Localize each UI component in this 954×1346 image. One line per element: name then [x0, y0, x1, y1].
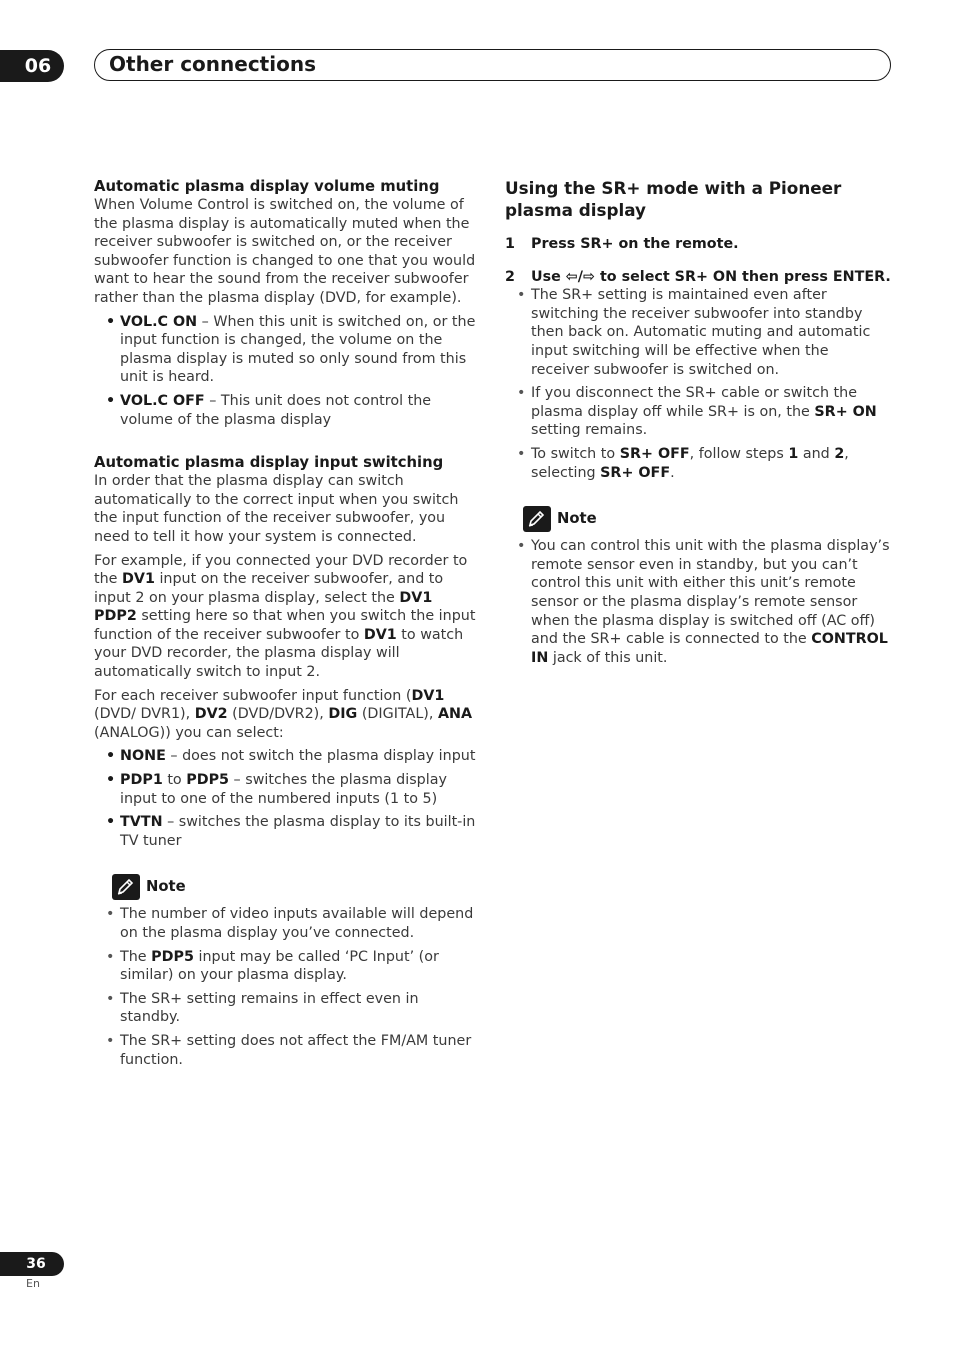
note-list: [517, 537, 891, 667]
note-header: [523, 506, 891, 532]
sr-mode-heading: Using the SR+ mode with a Pioneer plasma display: [505, 178, 842, 220]
step-2: 2 Use ⇦/⇨ to select SR+ ON then press ENTER.: [505, 268, 891, 285]
left-column: [94, 177, 478, 1069]
muting-heading: Automatic plasma display volume muting: [94, 178, 440, 195]
list-item: • The SR+ setting does not affect the FM/AM tuner function.: [106, 1032, 478, 1069]
list-item: • The PDP5 input may be called ‘PC Input’ (or similar) on your plasma display.: [106, 948, 478, 985]
list-item: • TVTN – switches the plasma display to its built-in TV tuner: [106, 813, 478, 850]
sr-bullets: [517, 286, 891, 482]
list-item: [106, 313, 478, 387]
option-desc: – This unit does not control the volume of the plasma display: [120, 392, 432, 428]
option-term: VOL.C ON: [120, 313, 198, 330]
pencil-note-icon: [523, 506, 551, 532]
note-list: [106, 905, 478, 1069]
chapter-number: 06: [24, 55, 52, 77]
muting-body: When Volume Control is switched on, the volume of the plasma display is automatically muted when the receiver subwoofer is switched on, or the receiver subwoofer function is changed to one that you would want to hear the sound from the receiver subwoofer rather than the plasma display (DVD, for example).: [94, 197, 476, 306]
option-term: VOL.C OFF: [120, 392, 205, 409]
page-number: 36: [26, 1256, 46, 1272]
right-column: [505, 177, 891, 667]
step-1: 1 Press SR+ on the remote.: [505, 236, 739, 252]
list-item: • To switch to SR+ OFF, follow steps 1 and 2, selecting SR+ OFF.: [517, 445, 891, 482]
list-item: • You can control this unit with the plasma display’s remote sensor even in standby, but you can’t control this unit with either this unit’s remote sensor or the plasma display’s remote sensor when the plasma display is switched off (AC off) and the SR+ cable is connected to the CONTROL IN jack of this unit.: [517, 537, 891, 667]
note-label: Note: [146, 878, 186, 896]
page-number-badge: [0, 1252, 64, 1276]
input-switch-options: [106, 747, 478, 850]
option-desc: – When this unit is switched on, or the input function is changed, the volume on the plasma display is muted so only sound from this unit is heard.: [120, 313, 476, 386]
list-item: • PDP1 to PDP5 – switches the plasma display input to one of the numbered inputs (1 to 5): [106, 771, 478, 808]
chapter-number-badge: [0, 50, 64, 82]
list-item: • The number of video inputs available will depend on the plasma display you’ve connected.: [106, 905, 478, 942]
example-paragraph: For example, if you connected your DVD recorder to the DV1 input on the receiver subwoofer, and to input 2 on your plasma display, select the DV1 PDP2 setting here so that when you switch the input function of the receiver subwoofer to DV1 to watch your DVD recorder, the plasma display will automatically switch to input 2.: [94, 552, 476, 681]
switching-body: In order that the plasma display can switch automatically to the correct input when you switch the input function of the receiver subwoofer, you need to tell it how your system is connected.: [94, 473, 459, 545]
input-function-paragraph: For each receiver subwoofer input function (DV1 (DVD/ DVR1), DV2 (DVD/DVR2), DIG (DIGITAL), ANA (ANALOG)) you can select:: [94, 687, 473, 741]
list-item: • The SR+ setting remains in effect even in standby.: [106, 990, 478, 1027]
chapter-title: Other connections: [109, 52, 316, 76]
list-item: [106, 392, 478, 429]
list-item: • If you disconnect the SR+ cable or switch the plasma display off while SR+ is on, the SR+ ON setting remains.: [517, 384, 891, 440]
volume-control-options: [106, 313, 478, 430]
list-item: • The SR+ setting is maintained even after switching the receiver subwoofer into standby then back on. Automatic muting and automatic input switching will be effective when the receiver subwoofer is switched on.: [517, 286, 891, 379]
chapter-header-bar: [94, 49, 891, 81]
note-label: Note: [557, 509, 597, 527]
list-item: • NONE – does not switch the plasma display input: [106, 747, 478, 766]
pencil-note-icon: [112, 874, 140, 900]
page-language: En: [26, 1277, 40, 1290]
note-header: [112, 874, 478, 900]
switching-heading: Automatic plasma display input switching: [94, 454, 444, 472]
